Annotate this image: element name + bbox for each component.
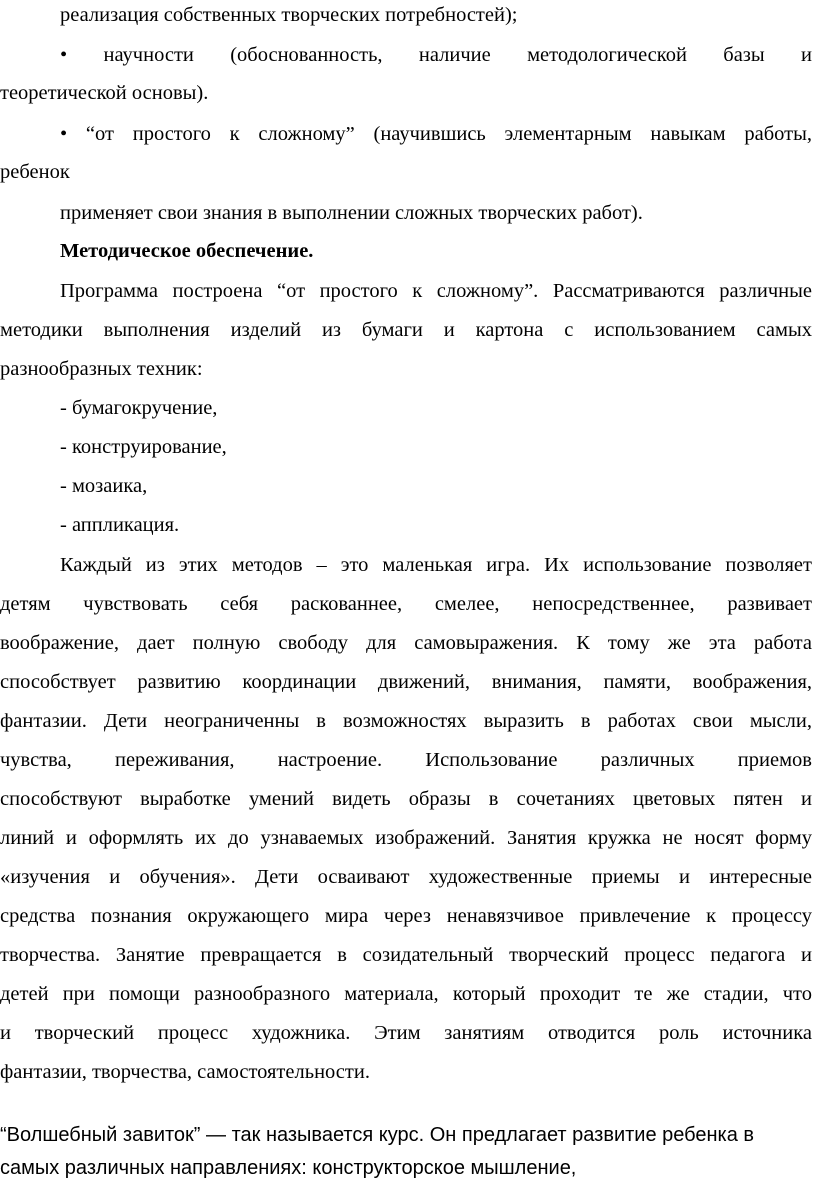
paragraph-line: и творческий процесс художника. Этим занятиям отводится роль источника [0,1022,812,1044]
list-item-technique: - мозаика, [60,475,148,497]
paragraph-line: фантазии, творчества, самостоятельности. [0,1061,370,1083]
text-line: применяет свои знания в выполнении сложных творческих работ). [60,202,643,224]
paragraph-line: Каждый из этих методов – это маленькая игра. Их использование позволяет [60,554,812,576]
section-heading: Методическое обеспечение. [60,240,314,262]
bullet-item-scientific: • научности (обоснованность, наличие методологической базы и [60,44,812,66]
paragraph-line: детям чувствовать себя раскованнее, смелее, непосредственнее, развивает [0,593,812,615]
paragraph-line: творчества. Занятие превращается в созидательный творческий процесс педагога и [0,944,812,966]
paragraph-line: Программа построена “от простого к сложному”. Рассматриваются различные [60,280,812,302]
paragraph-line: разнообразных техник: [0,358,203,380]
list-item-technique: - бумагокручение, [60,397,218,419]
paragraph-line: линий и оформлять их до узнаваемых изображений. Занятия кружка не носят форму [0,827,812,849]
paragraph-line: методики выполнения изделий из бумаги и картона с использованием самых [0,319,812,341]
paragraph-line: фантазии. Дети неограниченны в возможностях выразить в работах свои мысли, [0,710,812,732]
paragraph-line: чувства, переживания, настроение. Использование различных приемов [0,749,812,771]
list-item-technique: - аппликация. [60,514,180,536]
bullet-item-simple-to-complex: • “от простого к сложному” (научившись элементарным навыкам работы, [60,123,812,145]
paragraph-line: средства познания окружающего мира через ненавязчивое привлечение к процессу [0,905,812,927]
list-item-technique: - конструирование, [60,436,227,458]
text-line: реализация собственных творческих потребностей); [60,4,518,26]
paragraph-line: способствуют выработке умений видеть образы в сочетаниях цветовых пятен и [0,788,812,810]
paragraph-line: способствует развитию координации движений, внимания, памяти, воображения, [0,671,812,693]
text-line: теоретической основы). [0,82,209,104]
course-intro-line: “Волшебный завиток” — так называется курс. Он предлагает развитие ребенка в [0,1124,755,1146]
course-intro-line: самых различных направлениях: конструкторское мышление, [0,1157,577,1179]
paragraph-line: «изучения и обучения». Дети осваивают художественные приемы и интересные [0,866,812,888]
text-line: ребенок [0,161,70,183]
paragraph-line: детей при помощи разнообразного материала, который проходит те же стадии, что [0,983,812,1005]
paragraph-line: воображение, дает полную свободу для самовыражения. К тому же эта работа [0,632,812,654]
